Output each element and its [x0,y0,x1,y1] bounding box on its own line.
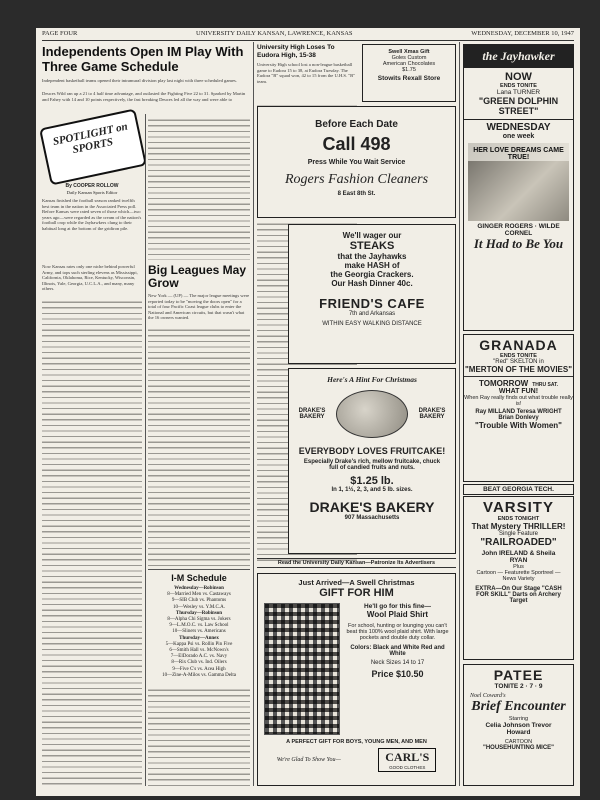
drakes-hint: Here's A Hint For Christmas [327,375,417,384]
drakes-side-label: DRAKE'S BAKERY [298,408,326,420]
carls-bottom-line: A PERFECT GIFT FOR BOYS, YOUNG MEN, AND MEN [286,739,427,745]
drakes-side-label: DRAKE'S BAKERY [418,408,446,420]
jayhawker-logo: the Jayhawker [464,45,573,68]
im-game: 8—Alpha Chi Sigma vs. Jokers [167,617,231,623]
stowits-price: $1.75 [402,67,416,73]
granada-tomorrow-row [464,376,573,388]
rogers-phone: Call 498 [322,134,391,154]
uhigh-story: University High school lost a non-league basketball game to Eudora 15 to 38, at Eudora Tuesday. The Eudora "B" squad won, 42 to 15 from the U.H.S. "B" team. [257,62,356,84]
fruitcake-illustration [336,390,408,438]
granada-name: GRANADA [479,337,558,353]
spotlight-title: Daily Kansan Sports Editor [66,190,118,195]
im-game: 7—ElDorado A.C. vs. Navy [170,654,228,660]
friends-tagline: WITHIN EASY WALKING DISTANCE [322,321,422,327]
column-text [148,688,250,786]
carls-colors: Colors: Black and White Red and White [350,645,445,657]
im-day-wednesday: Wednesday—Robinson [174,586,224,591]
carls-sub: GOOD CLOTHES [389,765,426,770]
friends-line: make HASH of [344,261,400,270]
jayhawker-week: one week [502,133,535,140]
page-number: PAGE FOUR [42,30,78,37]
drakes-name: DRAKE'S BAKERY [309,499,435,515]
drakes-art-row [289,384,455,438]
friends-line: Our Hash Dinner 40c. [331,279,413,288]
granada-tomorrow: TOMORROW [479,379,529,388]
im-day-annex: Thursday—Annex [179,635,219,641]
rogers-address: 8 East 8th St. [337,191,376,197]
carls-line: Wool Plaid Shirt [366,610,429,619]
varsity-extra: EXTRA—On Our Stage "CASH FOR SKILL" Darts on Archery Target [475,586,562,604]
varsity-extras: Cartoon — Featurette Sportreel — News Variety [476,570,561,582]
jayhawker-theatre-ad [463,44,574,331]
granada-theatre-ad [463,334,574,482]
friends-line: the Georgia Crackers. [330,270,414,279]
im-game: 10—Wesley vs. Y.M.C.A. [173,604,225,610]
friends-line: We'll wager our [342,231,402,240]
im-game: 10—Sliners vs. Americans [172,629,226,635]
patee-author: Noel Coward's [470,693,506,699]
granada-cast: Ray MILLAND Teresa WRIGHT Brian Donlevy [475,409,562,421]
divider [148,569,250,570]
im-game: 10—Zine-A-Milos vs. Gamma Delta [162,672,236,678]
drakes-headline: EVERYBODY LOVES FRUITCAKE! [298,446,446,456]
granada-title: "MERTON OF THE MOVIES" [465,365,572,374]
jayhawker-star: Lana TURNER [496,89,541,96]
carls-line: GIFT FOR HIM [319,587,394,599]
friends-cafe-ad [288,224,456,364]
column-rule [253,42,254,786]
im-headline: I-M Schedule [171,573,227,583]
patee-film: Brief Encounter [471,699,566,714]
im-game: 9—L.M.O.C. vs. Law School [169,623,229,629]
lead-intro: Independent basketball teams opened their intramural division play last night with three scheduled games. [42,78,237,83]
friends-line: STEAKS [349,240,395,252]
granada-star: "Red" SKELTON in [493,359,544,365]
drakes-description: Especially Drake's rich, mellow fruitcake, chuck full of candied fruits and nuts. [303,459,441,471]
varsity-thriller: That Mystery THRILLER! [471,522,566,531]
patee-theatre-ad [463,664,574,786]
rogers-line: Before Each Date [315,119,398,130]
stowits-line: Goles Custom [391,55,427,61]
stowits-ad [362,44,456,102]
im-game: 9—SIB Club vs. Phantoms [171,598,227,604]
masthead [42,30,574,41]
carls-copy [340,603,455,735]
varsity-stars: John IRELAND & Sheila RYAN [481,550,556,564]
paper-name: UNIVERSITY DAILY KANSAN, LAWRENCE, KANSAS [196,30,353,37]
im-game: 9—Five C's vs. Acea High [172,666,226,672]
poster-stars: GINGER ROGERS · WILDE CORNEL [477,223,560,237]
granada-desc: When Ray really finds out what trouble really is! [464,395,573,407]
poster-film-title: It Had to Be You [473,236,564,251]
stowits-line: Swell Xmas Gift [388,49,430,55]
newspaper-page [36,28,580,796]
patee-name: PATEE [493,667,544,683]
lead-para: Deuces Wild ran up a 21 to 4 half time advantage, and outlasted the Fighting Five 22 to 31. Sparked by Martin and Fahey with 14 and 10 points respectively, the fast breaking Deuces led all the way and were able to [42,91,246,102]
patee-cartoon: CARTOON [504,739,533,745]
rogers-name: Rogers Fashion Cleaners [284,172,429,187]
lead-story-continued [148,118,250,260]
issue-date: WEDNESDAY, DECEMBER 10, 1947 [471,30,574,37]
spotlight-p2: Now Kansas rates only one niche behind powerful Army, and tops such sterling elevens as Mississippi, California, Oklahoma, Rice, Kentucky, Wisconsin, Illinois, Yale, Georgia, U.C.L.A., and many, many others. [42,264,138,292]
jayhawker-now: NOW [505,71,532,83]
column-rule [459,42,460,786]
plaid-shirt-illustration [264,603,340,735]
patronize-line: Read the University Daily Kansan—Patronize Its Advertisers [257,558,456,568]
carls-footer [258,748,455,772]
granada-ends: ENDS TONITE [500,353,537,359]
im-game: 6—Smith Hall vs. McNown's [169,648,229,654]
carls-line: He'll go for this fine— [364,603,431,610]
carls-glad: We're Glad To Show You— [276,757,341,763]
carls-clothes-ad [257,573,456,786]
bigleagues-story [148,328,250,566]
carls-sizes: Neck Sizes 14 to 17 [370,660,425,666]
varsity-ends: ENDS TONIGHT [497,516,540,522]
rogers-service: Press While You Wait Service [307,159,406,166]
patee-starring: Starring [508,716,529,722]
friends-line: that the Jayhawks [337,252,407,261]
patee-cartoon-title: "HOUSEHUNTING MICE" [482,745,555,751]
carls-description: For school, hunting or lounging you can't beat this 100% wool plaid shirt. With large pockets and double duty collar. [346,623,449,641]
jayhawker-title: "GREEN DOLPHIN STREET" [478,96,559,116]
beat-georgia-tech: BEAT GEORGIA TECH. [463,484,574,495]
drakes-address: 907 Massachusetts [344,515,400,521]
varsity-single: Single Feature [498,531,539,537]
friends-name: FRIEND'S CAFE [319,296,425,311]
granada-days: THRU SAT. [532,382,558,388]
stowits-store: Stowits Rexall Store [377,75,441,82]
patee-times: TONITE 2 · 7 · 9 [494,683,543,690]
spotlight-column-text [42,300,142,786]
carls-body [258,603,455,735]
varsity-name: VARSITY [483,499,554,516]
poster-tagline: HER LOVE DREAMS CAME TRUE! [468,143,569,161]
varsity-theatre-ad [463,496,574,660]
uhigh-headline: University High Loses To Eudora High, 15-38 [257,44,335,59]
bigleagues-headline: Big Leagues May Grow [148,263,247,290]
im-schedule [148,586,250,679]
granada-fun: WHAT FUN! [498,388,539,395]
lead-headline: Independents Open IM Play With Three Game Schedule [42,44,244,74]
jayhawker-wednesday: WEDNESDAY [464,119,573,133]
patee-cast: Celia Johnson Trevor Howard [485,722,552,736]
carls-logo [378,748,436,772]
spotlight-byline: By COOPER ROLLOW [65,183,119,189]
spotlight-logo: SPOTLIGHT on SPORTS [39,108,147,185]
rogers-cleaners-ad [257,106,456,218]
varsity-plus: Plus [513,564,524,570]
varsity-film: "RAILROADED" [480,537,557,548]
friends-address: 7th and Arkansas [348,311,396,317]
movie-poster-image [468,143,569,221]
column-rule [145,114,146,786]
drakes-bakery-ad [288,368,456,554]
granada-film: "Trouble With Women" [475,421,562,430]
im-day-thursday: Thursday—Robinson [175,610,223,616]
carls-name: CARL'S [385,750,430,764]
drakes-price: $1.25 lb. [350,475,394,487]
stowits-line: American Chocolates [382,61,436,67]
im-game: 5—Kappa Psi vs. Rollin Pin Five [165,641,233,647]
im-game: 8—Married Men vs. Castaways [167,592,231,598]
jayhawker-ends: ENDS TONITE [500,83,537,89]
carls-line: Just Arrived—A Swell Christmas [298,578,415,587]
bigleagues-intro: New York — (UP) — The major league meetings were reported today to be "moving the doors open" for a total of four Pacific Coast league clubs to enter the National and American circuits, but that wasn't what the 16 owners wanted. [148,293,250,321]
im-game: 8—Rix Club vs. Ind. Oilers [171,660,227,666]
carls-price: Price $10.50 [371,669,424,679]
spotlight-p1: Kansas finished the football season ranked twelfth best team in the nation in the Associated Press poll. Before Kansas were rated seven of those which—two years ago—were regarded as the cream of the nation's football crop while the Jayhawkers clung to their habitual long at the bottom of the gridiron pile. [42,198,142,231]
drakes-sizes: In 1, 1½, 2, 3, and 5 lb. sizes. [331,487,413,493]
